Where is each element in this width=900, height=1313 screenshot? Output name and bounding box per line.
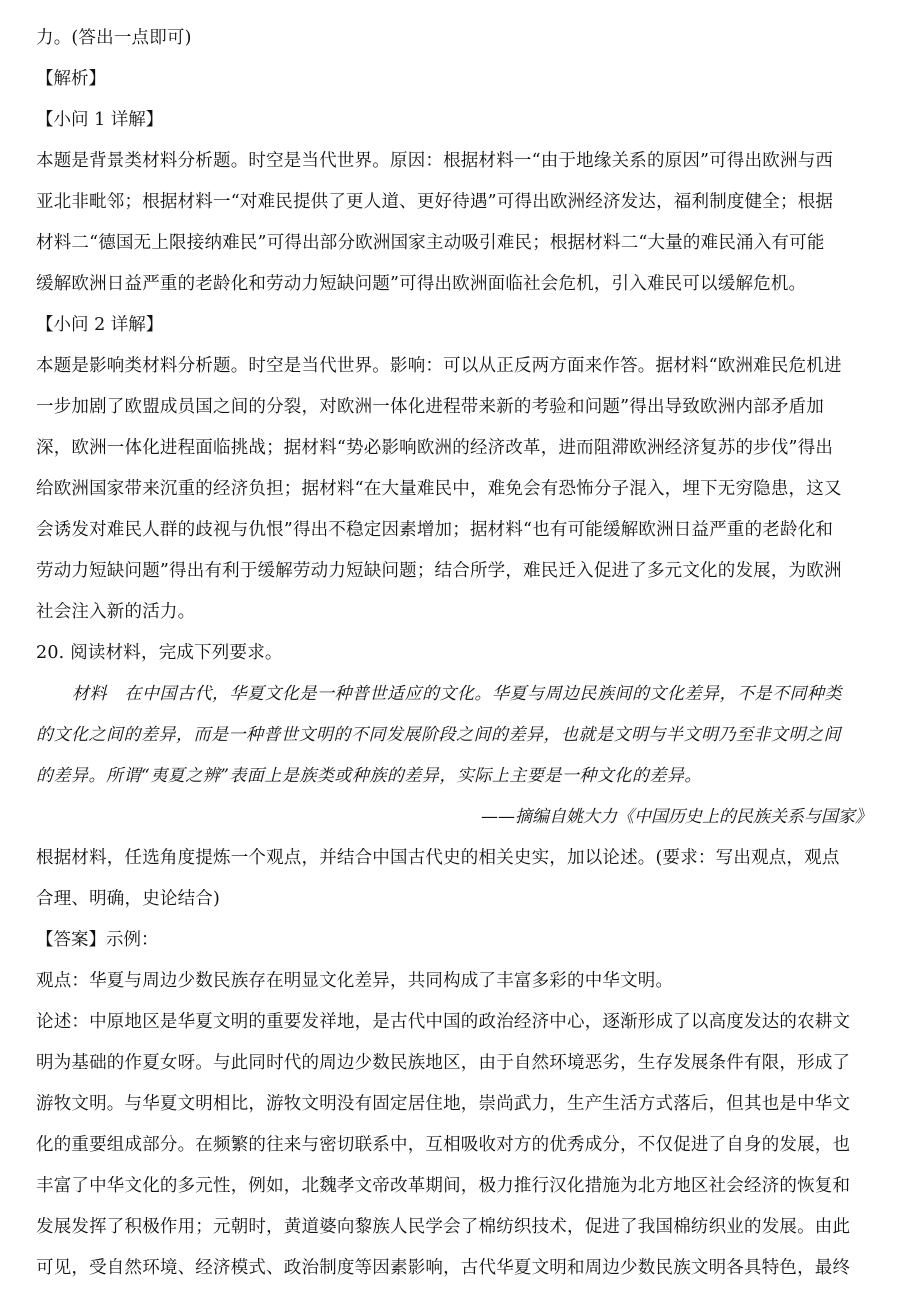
text-line: 会诱发对难民人群的歧视与仇恨”得出不稳定因素增加；据材料“也有可能缓解欧洲日益严重的老龄化和 [36, 520, 834, 540]
requirement-block [36, 844, 872, 914]
argument-block [36, 1008, 872, 1283]
text-line: 亚北非毗邻；根据材料一“对难民提供了更人道、更好待遇”可得出欧洲经济发达，福利制度健全；根据 [36, 192, 834, 212]
question-20-title: 20. 阅读材料，完成下列要求。 [36, 643, 283, 663]
continued-answer-line: 力。(答出一点即可) [36, 28, 192, 48]
material-line: 的文化之间的差异，而是一种普世文明的不同发展阶段之间的差异，也就是文明与半文明乃至非文明之间 [36, 725, 841, 745]
text-line: 明为基础的作夏女呀。与此同时代的周边少数民族地区，由于自然环境恶劣，生存发展条件有限，形成了 [36, 1053, 851, 1073]
text-line: 劳动力短缺问题”得出有利于缓解劳动力短缺问题；结合所学，难民迁入促进了多元文化的发展，为欧洲 [36, 561, 842, 581]
text-line: 社会注入新的活力。 [36, 602, 196, 622]
text-line: 深，欧洲一体化进程面临挑战；据材料“势必影响欧洲的经济改革，进而阻滞欧洲经济复苏的步伐”得出 [36, 438, 834, 458]
q1-heading: 【小问 1 详解】 [36, 110, 164, 130]
text-line: 一步加剧了欧盟成员国之间的分裂，对欧洲一体化进程带来新的考验和问题”得出导致欧洲内部矛盾加 [36, 397, 824, 417]
text-line: 缓解欧洲日益严重的老龄化和劳动力短缺问题”可得出欧洲面临社会危机，引入难民可以缓解危机。 [36, 274, 807, 294]
q2-explanation [36, 352, 872, 627]
text-line: 本题是影响类材料分析题。时空是当代世界。影响：可以从正反两方面来作答。据材料“欧洲难民危机进 [36, 356, 842, 376]
q2-heading: 【小问 2 详解】 [36, 315, 164, 335]
text-line: 根据材料，任选角度提炼一个观点，并结合中国古代史的相关史实，加以论述。(要求：写出观点，观点 [36, 848, 840, 868]
text-line: 材料二“德国无上限接纳难民”可得出部分欧洲国家主动吸引难民；根据材料二“大量的难民涌入有可能 [36, 233, 825, 253]
answer-heading: 【答案】示例： [36, 930, 159, 950]
q1-explanation [36, 147, 872, 299]
material-line: 的差异。所谓“夷夏之辨”表面上是族类或种族的差异，实际上主要是一种文化的差异。 [36, 766, 702, 786]
text-line: 合理、明确，史论结合) [36, 889, 221, 909]
text-line: 可见，受自然环境、经济模式、政治制度等因素影响，古代华夏文明和周边少数民族文明各具特色，最终 [36, 1258, 851, 1278]
material-block [36, 680, 872, 832]
viewpoint-line: 观点：华夏与周边少数民族存在明显文化差异，共同构成了丰富多彩的中华文明。 [36, 971, 674, 991]
document-page [36, 24, 872, 1295]
text-line: 丰富了中华文化的多元性，例如，北魏孝文帝改革期间，极力推行汉化措施为北方地区社会经济的恢复和 [36, 1176, 851, 1196]
text-line: 发展发挥了积极作用；元朝时，黄道婆向黎族人民学会了棉纺织技术，促进了我国棉纺织业的发展。由此 [36, 1217, 851, 1237]
text-line: 化的重要组成部分。在频繁的往来与密切联系中，互相吸收对方的优秀成分，不仅促进了自身的发展，也 [36, 1135, 851, 1155]
text-line: 游牧文明。与华夏文明相比，游牧文明没有固定居住地，崇尚武力，生产生活方式落后，但其也是中华文 [36, 1094, 851, 1114]
text-line: 本题是背景类材料分析题。时空是当代世界。原因：根据材料一“由于地缘关系的原因”可得出欧洲与西 [36, 151, 834, 171]
analysis-heading: 【解析】 [36, 69, 106, 89]
text-line: 论述：中原地区是华夏文明的重要发祥地，是古代中国的政治经济中心，逐渐形成了以高度发达的农耕文 [36, 1012, 851, 1032]
text-line: 给欧洲国家带来沉重的经济负担；据材料“在大量难民中，难免会有恐怖分子混入，埋下无穷隐患，这又 [36, 479, 842, 499]
material-line: 材料 在中国古代，华夏文化是一种普世适应的文化。华夏与周边民族间的文化差异，不是不同种类 [72, 684, 842, 704]
material-source: ——摘编自姚大力《中国历史上的民族关系与国家》 [481, 807, 872, 827]
